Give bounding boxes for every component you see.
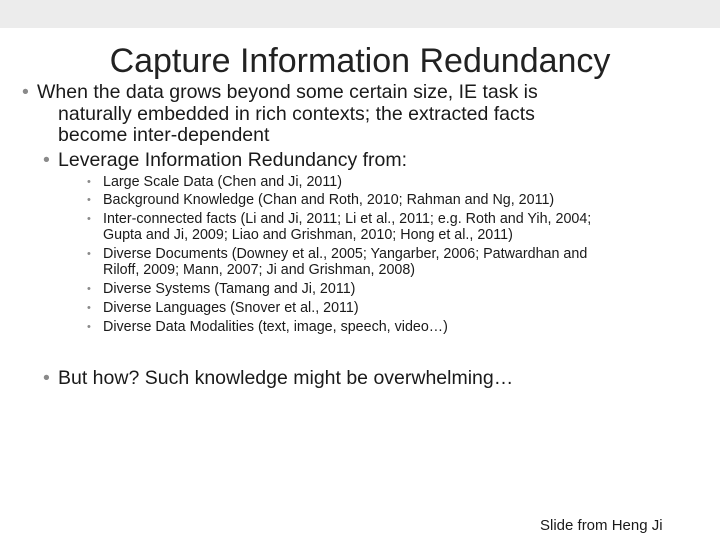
sub-bullet-dot: • — [87, 176, 91, 188]
sub-bullet-6: Diverse Languages (Snover et al., 2011) — [103, 300, 359, 316]
sub-bullet-dot: • — [87, 302, 91, 314]
sub-bullet-1: Large Scale Data (Chen and Ji, 2011) — [103, 174, 342, 190]
bullet-dot: • — [43, 367, 50, 389]
sub-bullet-7: Diverse Data Modalities (text, image, speech, video…) — [103, 319, 448, 335]
bullet-2-line-1: Leverage Information Redundancy from: — [58, 149, 408, 171]
sub-bullet-dot: • — [87, 194, 91, 206]
bullet-1-line-2: naturally embedded in rich contexts; the extracted facts — [58, 103, 535, 125]
sub-bullet-3-line-2: Gupta and Ji, 2009; Liao and Grishman, 2010; Hong et al., 2011) — [103, 227, 513, 243]
top-bar — [0, 0, 720, 28]
sub-bullet-3-line-1: Inter-connected facts (Li and Ji, 2011; Li et al., 2011; e.g. Roth and Yih, 2004; — [103, 211, 592, 227]
sub-bullet-5: Diverse Systems (Tamang and Ji, 2011) — [103, 281, 356, 297]
sub-bullet-dot: • — [87, 321, 91, 333]
sub-bullet-dot: • — [87, 248, 91, 260]
bullet-dot: • — [43, 149, 50, 171]
bullet-1-line-1: When the data grows beyond some certain size, IE task is — [37, 81, 538, 103]
bullet-3: But how? Such knowledge might be overwhelming… — [58, 367, 514, 389]
bullet-1-line-3: become inter-dependent — [58, 124, 270, 146]
bullet-dot: • — [22, 81, 29, 103]
sub-bullet-4-line-2: Riloff, 2009; Mann, 2007; Ji and Grishman, 2008) — [103, 262, 416, 278]
slide-title: Capture Information Redundancy — [109, 42, 611, 80]
sub-bullet-dot: • — [87, 213, 91, 225]
sub-bullet-dot: • — [87, 283, 91, 295]
sub-bullet-4-line-1: Diverse Documents (Downey et al., 2005; Yangarber, 2006; Patwardhan and — [103, 246, 588, 262]
sub-bullet-2: Background Knowledge (Chan and Roth, 2010; Rahman and Ng, 2011) — [103, 192, 555, 208]
slide-credit: Slide from Heng Ji — [540, 517, 663, 534]
